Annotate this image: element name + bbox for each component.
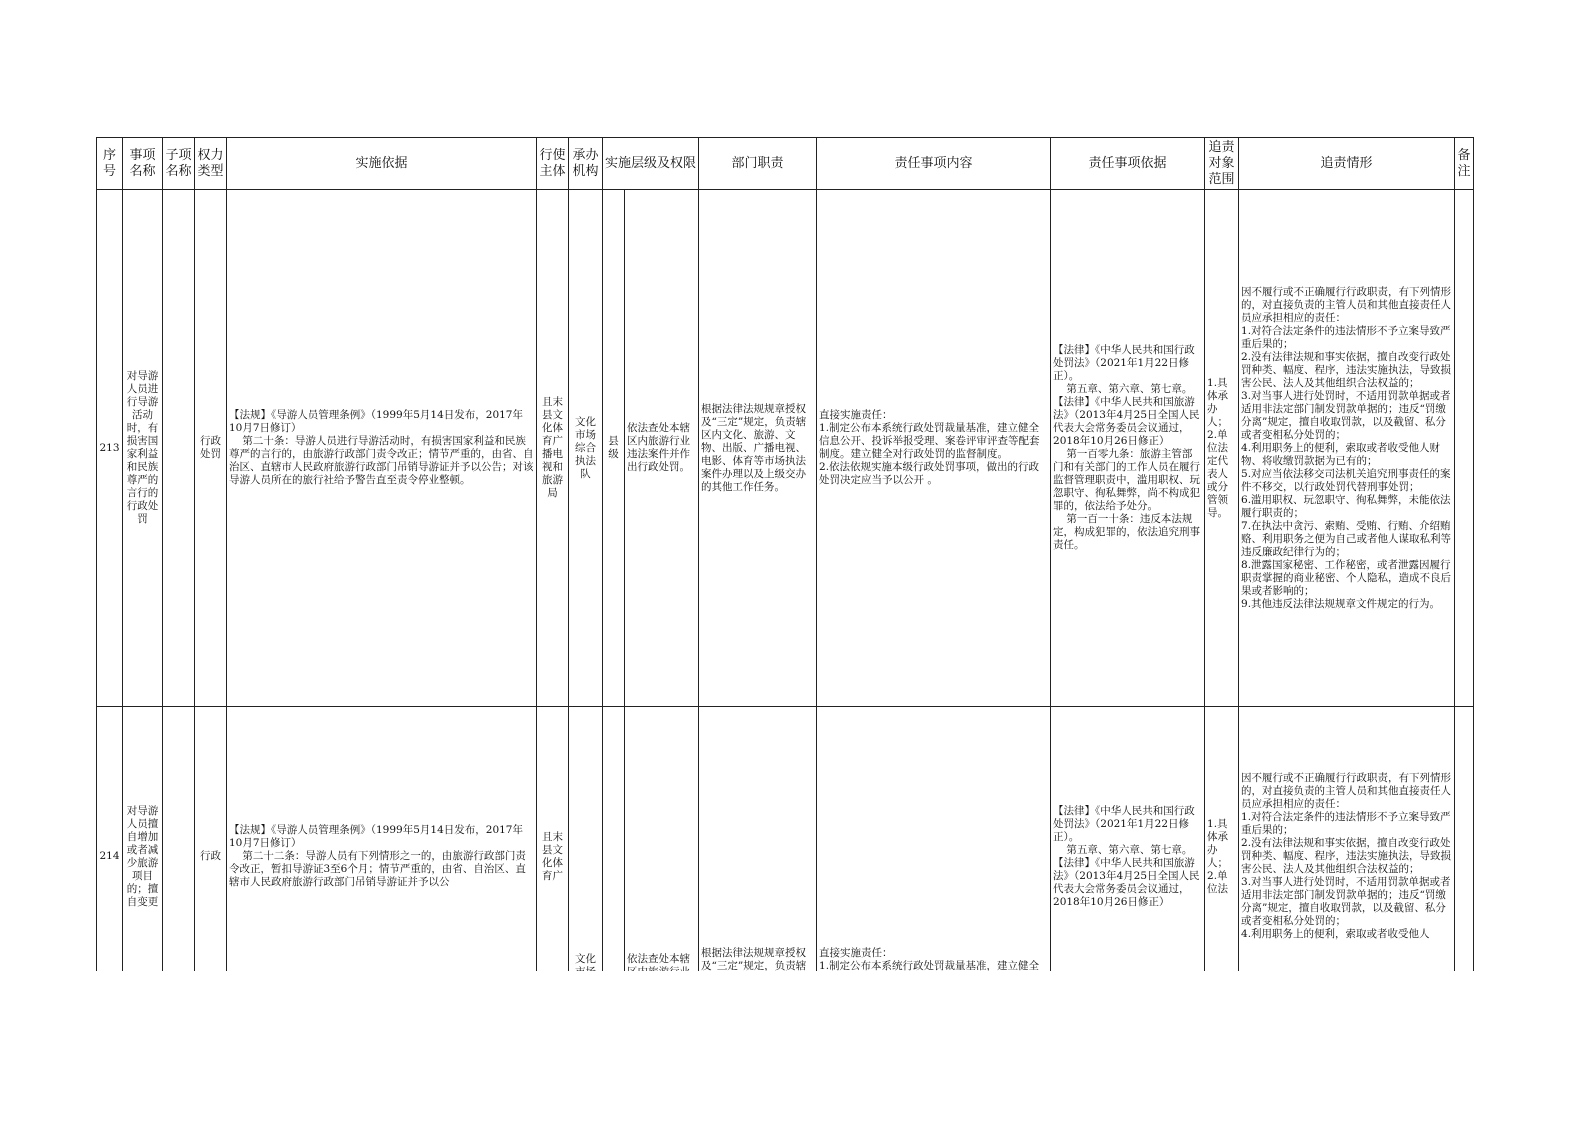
row-resp-basis: 【法律】《中华人民共和国行政处罚法》（2021年1月22日修正）。 第五章、第六章、第七章。 【法律】《中华人民共和国旅游法》（2013年4月25日全国人民代表大会常务委员会议通过，2018年10月26日修正） — [1051, 707, 1205, 1007]
row-item: 对导游人员进行导游活动时，有损害国家利益和民族尊严的言行的行政处罚 — [123, 190, 163, 707]
header-subitem: 子项名称 — [163, 138, 195, 190]
header-item: 事项名称 — [123, 138, 163, 190]
header-resp-content: 责任事项内容 — [817, 138, 1051, 190]
row-no: 213 — [97, 190, 123, 707]
row-level: 县级 — [603, 190, 625, 707]
row-agency: 文化市场综合执法队 — [569, 190, 603, 707]
table-row — [97, 190, 1474, 707]
row-subitem — [163, 707, 195, 1007]
table-row — [97, 707, 1474, 1007]
row-level-power: 依法查处本辖 — [625, 707, 699, 1007]
row-level-power: 依法查处本辖区内旅游行业违法案件并作出行政处罚。 — [625, 190, 699, 707]
header-situation: 追责情形 — [1239, 138, 1455, 190]
row-remark — [1455, 190, 1474, 707]
row-level — [603, 707, 625, 1007]
header-level: 实施层级及权限 — [603, 138, 699, 190]
power-list-table — [96, 137, 1474, 1007]
header-duty: 部门职责 — [699, 138, 817, 190]
row-basis: 【法规】《导游人员管理条例》（1999年5月14日发布，2017年10月7日修订） 第二十二条：导游人员有下列情形之一的，由旅游行政部门责令改正，暂扣导游证3至6个月；情节严重的，由省、自治区、直辖市人民政府旅游行政部门吊销导游证并予以公 — [227, 707, 537, 1007]
row-basis: 【法规】《导游人员管理条例》（1999年5月14日发布，2017年10月7日修订） 第二十条：导游人员进行导游活动时，有损害国家利益和民族尊严的言行的，由旅游行政部门责令改正；情节严重的，由省、自治区、直辖市人民政府旅游行政部门吊销导游证并予以公告；对该导游人员所在的旅行社给予警告直至责令停业整顿。 — [227, 190, 537, 707]
header-power-type: 权力类型 — [195, 138, 227, 190]
header-subject: 行使主体 — [537, 138, 569, 190]
header-row — [97, 138, 1474, 190]
row-resp-basis: 【法律】《中华人民共和国行政处罚法》（2021年1月22日修正）。 第五章、第六章、第七章。 【法律】《中华人民共和国旅游法》（2013年4月25日全国人民代表大会常务委员会议通过，2018年10月26日修正） 第一百零九条：旅游主管部门和有关部门的工作人员在履行监督管理职责中，滥用职权、玩忽职守、徇私舞弊，尚不构成犯罪的，依法给予处分。 第一百一十条：违反本法规定，构成犯罪的，依法追究刑事责任。 — [1051, 190, 1205, 707]
row-resp-content: 直接实施责任： 1.制定公布本系统行政处罚裁量基准，建立健全信息公开、投诉举报受理、案卷评审评查等配套制度。建立健全对行政处罚的监督制度。 2.依法依规实施本级行政处罚事项，做出的行政处罚决定应当予以公开 。 — [817, 190, 1051, 707]
header-agency: 承办机构 — [569, 138, 603, 190]
header-no: 序号 — [97, 138, 123, 190]
row-agency: 文化 — [569, 707, 603, 1007]
row-power-type: 行政处罚 — [195, 190, 227, 707]
row-resp-content: 直接实施责任： 1.制定公布本系统行政处罚裁量基准，建立健全 — [817, 707, 1051, 1007]
row-subject: 且末县文化体育广播电视和旅游局 — [537, 190, 569, 707]
page-bottom-margin — [0, 971, 1587, 1122]
header-remark: 备注 — [1455, 138, 1474, 190]
row-item: 对导游人员擅自增加或者减少旅游项目的；擅自变更 — [123, 707, 163, 1007]
header-scope: 追责对象范围 — [1205, 138, 1239, 190]
row-no: 214 — [97, 707, 123, 1007]
header-basis: 实施依据 — [227, 138, 537, 190]
row-subject: 且末县文化体育广 — [537, 707, 569, 1007]
row-subitem — [163, 190, 195, 707]
row-duty: 根据法律法规规章授权及“三定”规定，负责辖区内文化、旅游、文物、出版、广播电视、电影、体育等市场执法案件办理以及上级交办的其他工作任务。 — [699, 190, 817, 707]
row-scope: 1.具体承办人； 2.单位法定代表人或分管领导。 — [1205, 190, 1239, 707]
row-scope: 1.具体承办人； 2.单位法 — [1205, 707, 1239, 1007]
row-situation: 因不履行或不正确履行行政职责，有下列情形的，对直接负责的主管人员和其他直接责任人员应承担相应的责任： 1.对符合法定条件的违法情形不予立案导致严重后果的； 2.没有法律法规和事实依据，擅自改变行政处罚种类、幅度、程序，违法实施执法，导致损害公民、法人及其他组织合法权益的； 3.对当事人进行处罚时，不适用罚款单据或者适用非法定部门制发罚款单据的；违反“罚缴分离”规定，擅自收取罚款，以及截留、私分或者变相私分处罚的； 4.利用职务上的便利，索取或者收受他人财物、将收缴罚款据为已有的； 5.对应当依法移交司法机关追究刑事责任的案件不移交，以行政处罚代替刑事处罚； 6.滥用职权、玩忽职守、徇私舞弊，未能依法履行职责的； 7.在执法中贪污、索贿、受贿、行贿、介绍贿赂、利用职务之便为自己或者他人谋取私利等违反廉政纪律行为的； 8.泄露国家秘密、工作秘密，或者泄露因履行职责掌握的商业秘密、个人隐私，造成不良后果或者影响的； 9.其他违反法律法规规章文件规定的行为。 — [1239, 190, 1455, 707]
row-situation: 因不履行或不正确履行行政职责，有下列情形的，对直接负责的主管人员和其他直接责任人员应承担相应的责任： 1.对符合法定条件的违法情形不予立案导致严重后果的； 2.没有法律法规和事实依据，擅自改变行政处罚种类、幅度、程序，违法实施执法，导致损害公民、法人及其他组织合法权益的； 3.对当事人进行处罚时，不适用罚款单据或者适用非法定部门制发罚款单据的；违反“罚缴分离”规定，擅自收取罚款，以及截留、私分或者变相私分处罚的； 4.利用职务上的便利，索取或者收受他人 — [1239, 707, 1455, 1007]
row-duty: 根据法律法规规章授权及“三定”规定，负责辖 — [699, 707, 817, 1007]
row-remark — [1455, 707, 1474, 1007]
row-power-type: 行政 — [195, 707, 227, 1007]
header-resp-basis: 责任事项依据 — [1051, 138, 1205, 190]
